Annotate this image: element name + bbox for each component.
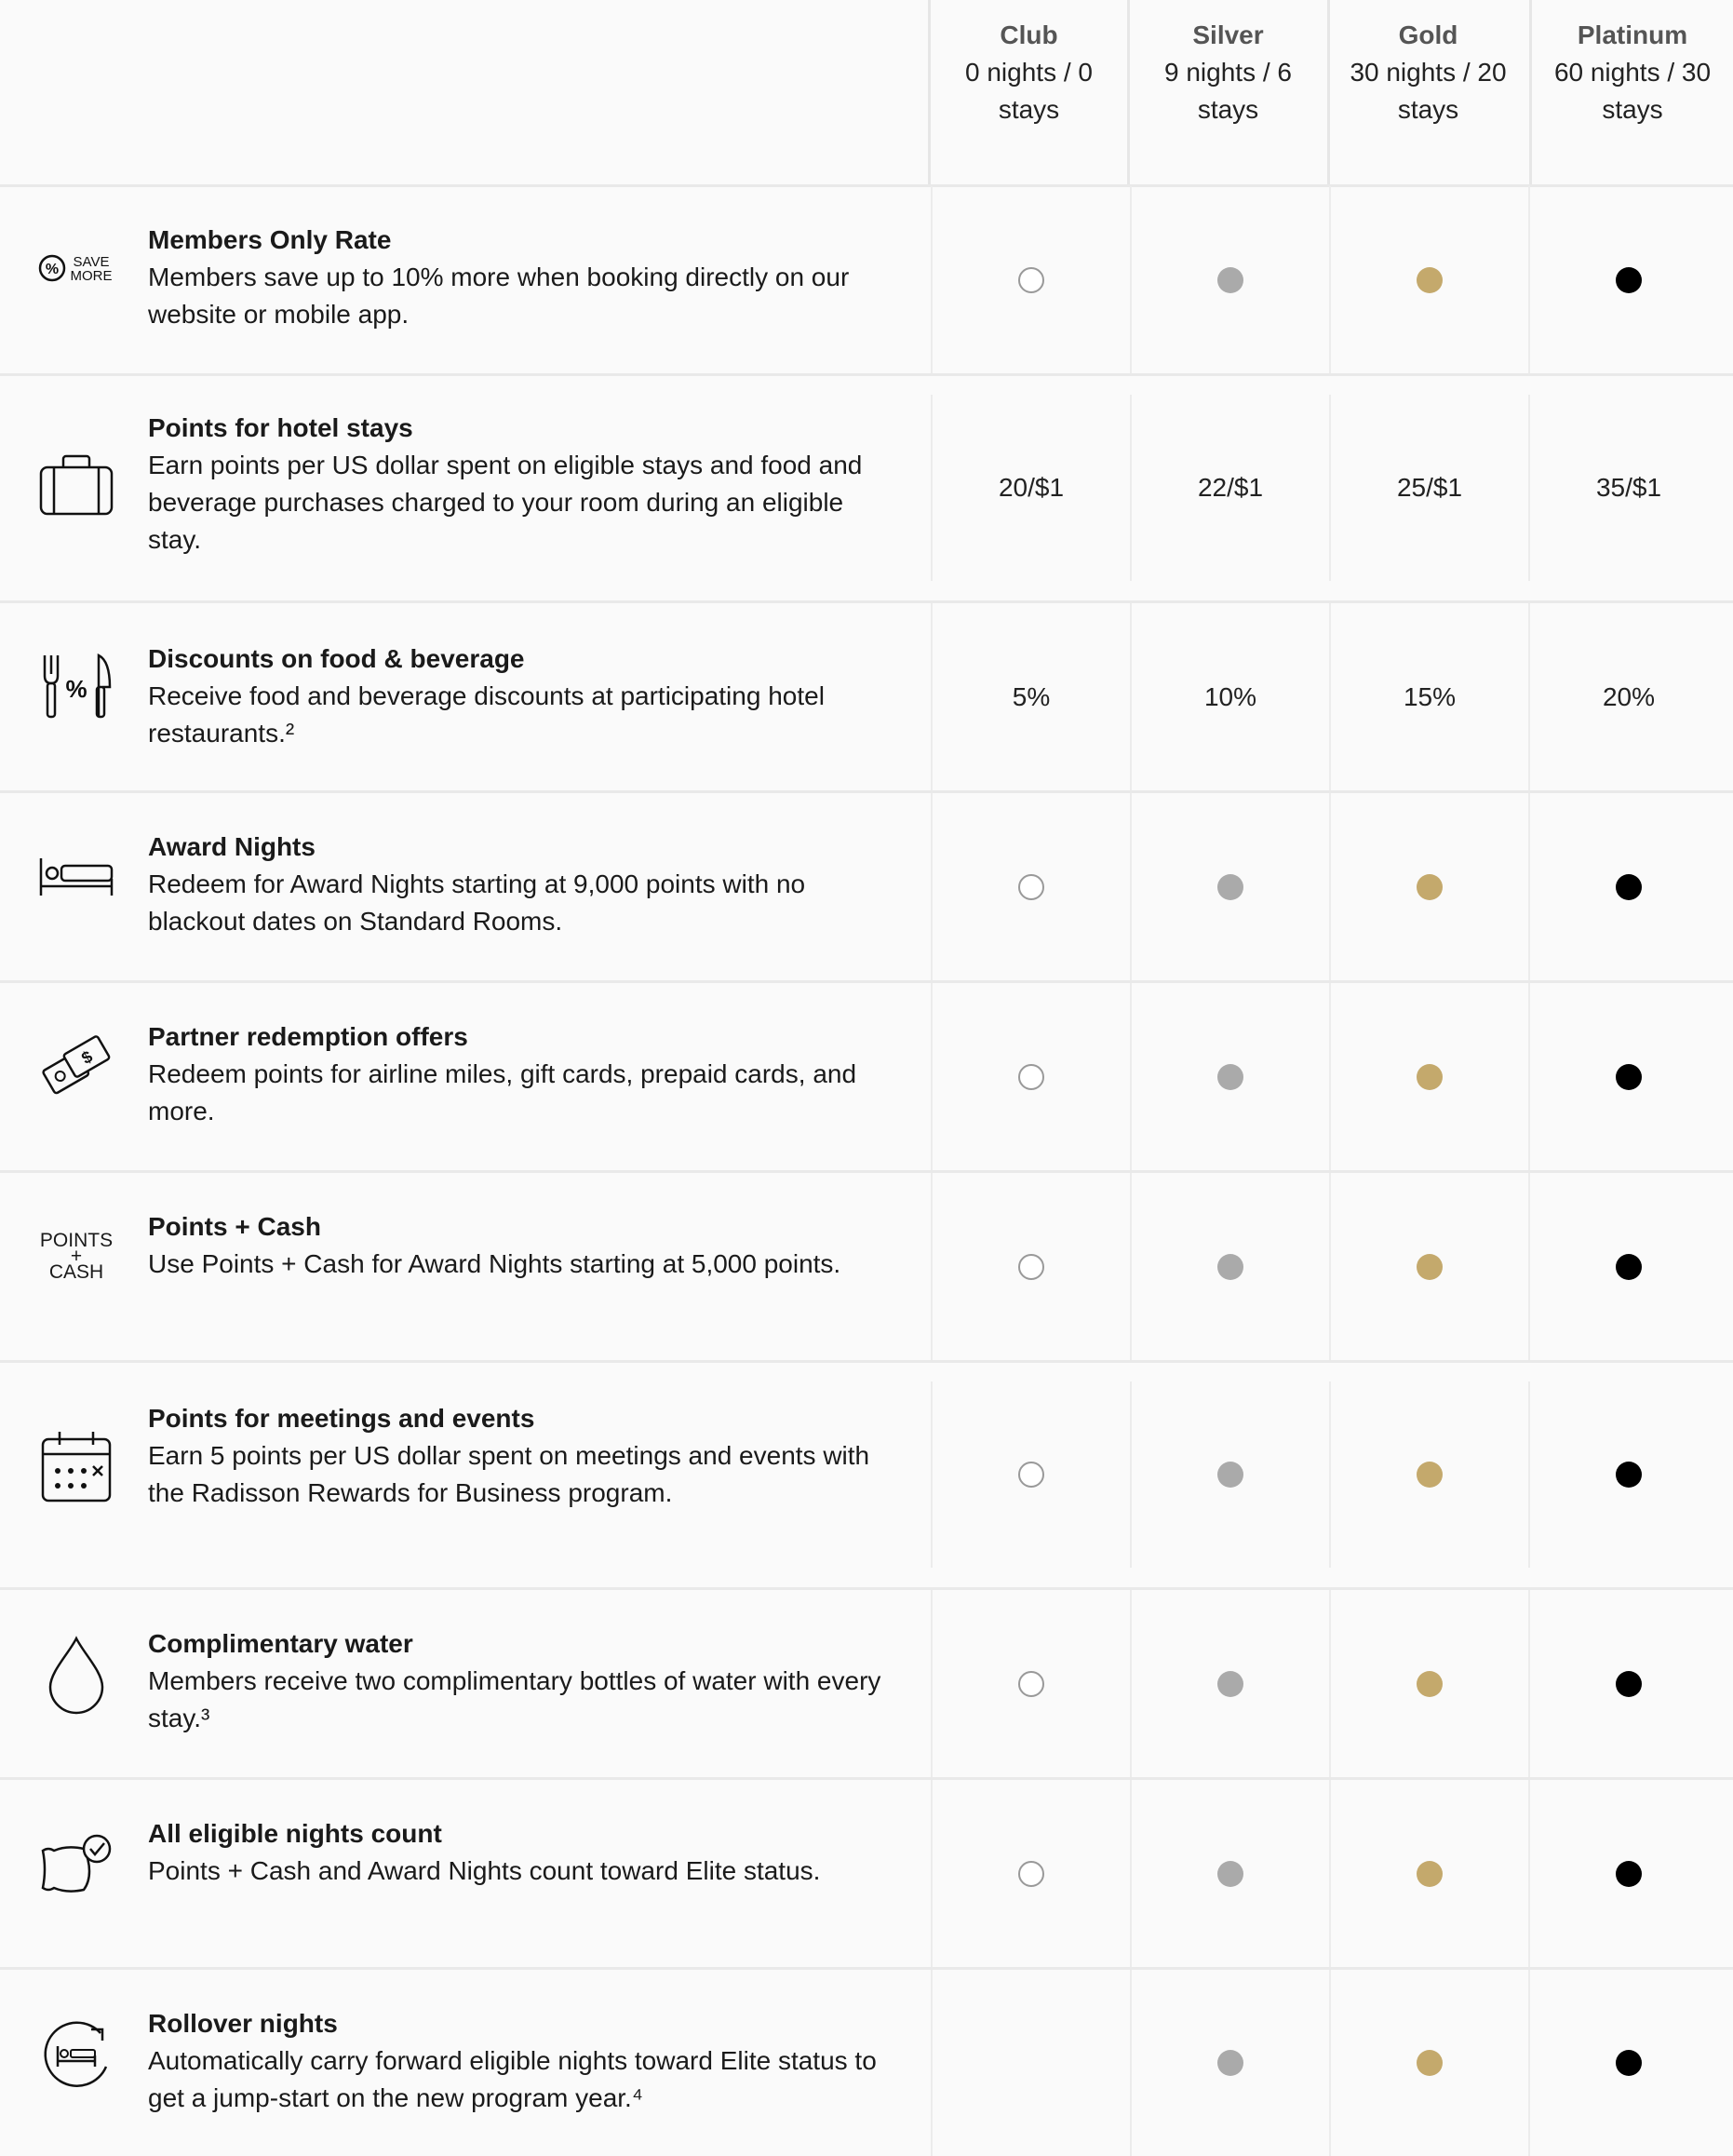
silver-included-indicator [1217, 1671, 1243, 1697]
not-included-indicator [1018, 1064, 1044, 1090]
cell-club [931, 793, 1130, 980]
tier-name: Gold [1398, 20, 1458, 49]
cell-silver [1130, 186, 1329, 373]
cell-gold [1329, 1780, 1528, 1967]
cell-club [931, 1780, 1130, 1967]
cell-platinum [1528, 983, 1727, 1170]
platinum-included-indicator [1616, 267, 1642, 293]
benefit-description: Redeem for Award Nights starting at 9,000 points with no blackout dates on Standard Rooms. [148, 869, 806, 936]
cell-platinum [1528, 1780, 1727, 1967]
calendar-icon [35, 1426, 117, 1508]
cell-silver: 10% [1130, 603, 1329, 790]
benefit-description: Earn 5 points per US dollar spent on meetings and events with the Radisson Rewards for Business program. [148, 1441, 870, 1507]
silver-included-indicator [1217, 1462, 1243, 1488]
cell-club [931, 983, 1130, 1170]
gold-included-indicator [1417, 1064, 1443, 1090]
benefit-row-food-beverage-discounts [0, 603, 1733, 793]
gold-included-indicator [1417, 1462, 1443, 1488]
benefit-title: Complimentary water [148, 1629, 413, 1658]
cell-platinum [1528, 793, 1727, 980]
table-header [0, 0, 1733, 187]
cell-gold [1329, 1173, 1528, 1360]
svg-text:$: $ [78, 1046, 96, 1069]
benefit-description: Receive food and beverage discounts at participating hotel restaurants.² [148, 681, 825, 748]
cell-club [931, 1173, 1130, 1360]
cell-silver [1130, 1970, 1329, 2156]
svg-text:%: % [65, 675, 87, 703]
svg-text:%: % [45, 262, 60, 277]
cell-gold: 15% [1329, 603, 1528, 790]
not-included-indicator [1018, 267, 1044, 293]
benefit-title: Rollover nights [148, 2009, 338, 2038]
gold-included-indicator [1417, 267, 1443, 293]
cell-gold [1329, 1381, 1528, 1568]
benefit-title: Points for meetings and events [148, 1404, 535, 1433]
cell-silver [1130, 983, 1329, 1170]
benefit-row-partner-redemption [0, 983, 1733, 1173]
not-included-indicator [1018, 1861, 1044, 1887]
tier-requirement: 9 nights / 6 [1164, 58, 1292, 87]
silver-included-indicator [1217, 874, 1243, 900]
suitcase-icon [35, 445, 117, 527]
tier-header-platinum [1529, 0, 1733, 184]
cell-gold [1329, 1590, 1528, 1777]
benefit-title: Award Nights [148, 832, 316, 861]
tier-name: Silver [1192, 20, 1264, 49]
cell-platinum [1528, 1590, 1727, 1777]
cell-club: 20/$1 [931, 395, 1130, 581]
save-label: SAVE [73, 254, 110, 270]
silver-included-indicator [1217, 1064, 1243, 1090]
benefit-row-eligible-nights [0, 1780, 1733, 1970]
tier-requirement: 30 nights / 20 [1350, 58, 1507, 87]
water-drop-icon [35, 1633, 117, 1715]
benefit-description: Use Points + Cash for Award Nights starting at 5,000 points. [148, 1249, 841, 1278]
benefit-description: Earn points per US dollar spent on eligible stays and food and beverage purchases charged to your room during an eligible stay. [148, 451, 863, 554]
cell-silver [1130, 1381, 1329, 1568]
cell-silver [1130, 1780, 1329, 1967]
cell-platinum [1528, 1970, 1727, 2156]
tier-header-gold [1327, 0, 1526, 184]
benefit-row-complimentary-water [0, 1590, 1733, 1780]
tier-name: Platinum [1577, 20, 1688, 49]
gold-included-indicator [1417, 1671, 1443, 1697]
tier-header-silver [1127, 0, 1326, 184]
tier-requirement-unit: stays [1197, 95, 1259, 124]
benefit-description: Automatically carry forward eligible nights toward Elite status to get a jump-start on the new program year.⁴ [148, 2046, 877, 2112]
more-label: MORE [70, 268, 113, 284]
benefit-title: All eligible nights count [148, 1819, 442, 1848]
silver-included-indicator [1217, 1254, 1243, 1280]
benefit-row-meetings-events [0, 1363, 1733, 1590]
cell-club: 5% [931, 603, 1130, 790]
benefit-title: Points for hotel stays [148, 413, 413, 442]
cell-platinum [1528, 186, 1727, 373]
gold-included-indicator [1417, 1254, 1443, 1280]
tier-requirement-unit: stays [1397, 95, 1459, 124]
benefit-row-award-nights [0, 793, 1733, 983]
cell-gold [1329, 186, 1528, 373]
cell-gold [1329, 1970, 1528, 2156]
save-more-icon [35, 227, 117, 309]
tier-requirement: 0 nights / 0 [965, 58, 1093, 87]
cell-platinum: 35/$1 [1528, 395, 1727, 581]
platinum-included-indicator [1616, 1671, 1642, 1697]
silver-included-indicator [1217, 1861, 1243, 1887]
not-included-indicator [1018, 1462, 1044, 1488]
benefit-title: Members Only Rate [148, 225, 392, 254]
benefit-title: Points + Cash [148, 1212, 321, 1241]
bed-icon [35, 836, 117, 918]
points-cash-icon [35, 1216, 117, 1298]
benefit-title: Partner redemption offers [148, 1022, 468, 1051]
benefit-title: Discounts on food & beverage [148, 644, 525, 673]
tier-name: Club [1000, 20, 1058, 49]
not-included-indicator [1018, 1254, 1044, 1280]
benefit-row-rollover-nights [0, 1970, 1733, 2156]
points-label: POINTS [39, 1230, 114, 1251]
fork-knife-percent-icon [35, 646, 117, 728]
not-included-indicator [1018, 1671, 1044, 1697]
benefit-row-members-only-rate [0, 186, 1733, 376]
cell-club [931, 1590, 1130, 1777]
benefit-description: Members save up to 10% more when booking directly on our website or mobile app. [148, 263, 850, 329]
silver-included-indicator [1217, 2050, 1243, 2076]
tier-requirement-unit: stays [1602, 95, 1663, 124]
platinum-included-indicator [1616, 874, 1642, 900]
silver-included-indicator [1217, 267, 1243, 293]
benefit-description: Redeem points for airline miles, gift cards, prepaid cards, and more. [148, 1059, 857, 1125]
cell-gold [1329, 983, 1528, 1170]
benefit-row-points-cash [0, 1173, 1733, 1363]
platinum-included-indicator [1616, 2050, 1642, 2076]
benefit-row-points-for-hotel-stays [0, 376, 1733, 603]
rollover-bed-icon [35, 2013, 117, 2095]
plus-label: + [70, 1246, 83, 1267]
cell-club [931, 1381, 1130, 1568]
cell-silver [1130, 1173, 1329, 1360]
cell-gold: 25/$1 [1329, 395, 1528, 581]
cell-platinum: 20% [1528, 603, 1727, 790]
gold-included-indicator [1417, 874, 1443, 900]
gold-included-indicator [1417, 2050, 1443, 2076]
gold-included-indicator [1417, 1861, 1443, 1887]
cell-silver [1130, 1590, 1329, 1777]
cell-platinum [1528, 1173, 1727, 1360]
benefit-description: Points + Cash and Award Nights count toward Elite status. [148, 1856, 821, 1885]
cell-silver: 22/$1 [1130, 395, 1329, 581]
tier-requirement-unit: stays [998, 95, 1060, 124]
cell-gold [1329, 793, 1528, 980]
platinum-included-indicator [1616, 1462, 1642, 1488]
cell-platinum [1528, 1381, 1727, 1568]
cell-silver [1130, 793, 1329, 980]
cash-label: CASH [48, 1261, 104, 1283]
platinum-included-indicator [1616, 1254, 1642, 1280]
platinum-included-indicator [1616, 1861, 1642, 1887]
cell-club [931, 1970, 1130, 2156]
benefit-description: Members receive two complimentary bottles of water with every stay.³ [148, 1666, 881, 1732]
tier-requirement: 60 nights / 30 [1553, 58, 1712, 87]
cards-icon [35, 1026, 117, 1108]
cell-club [931, 186, 1130, 373]
not-included-indicator [1018, 874, 1044, 900]
pillow-check-icon [35, 1823, 117, 1905]
platinum-included-indicator [1616, 1064, 1642, 1090]
tier-header-club [928, 0, 1127, 184]
